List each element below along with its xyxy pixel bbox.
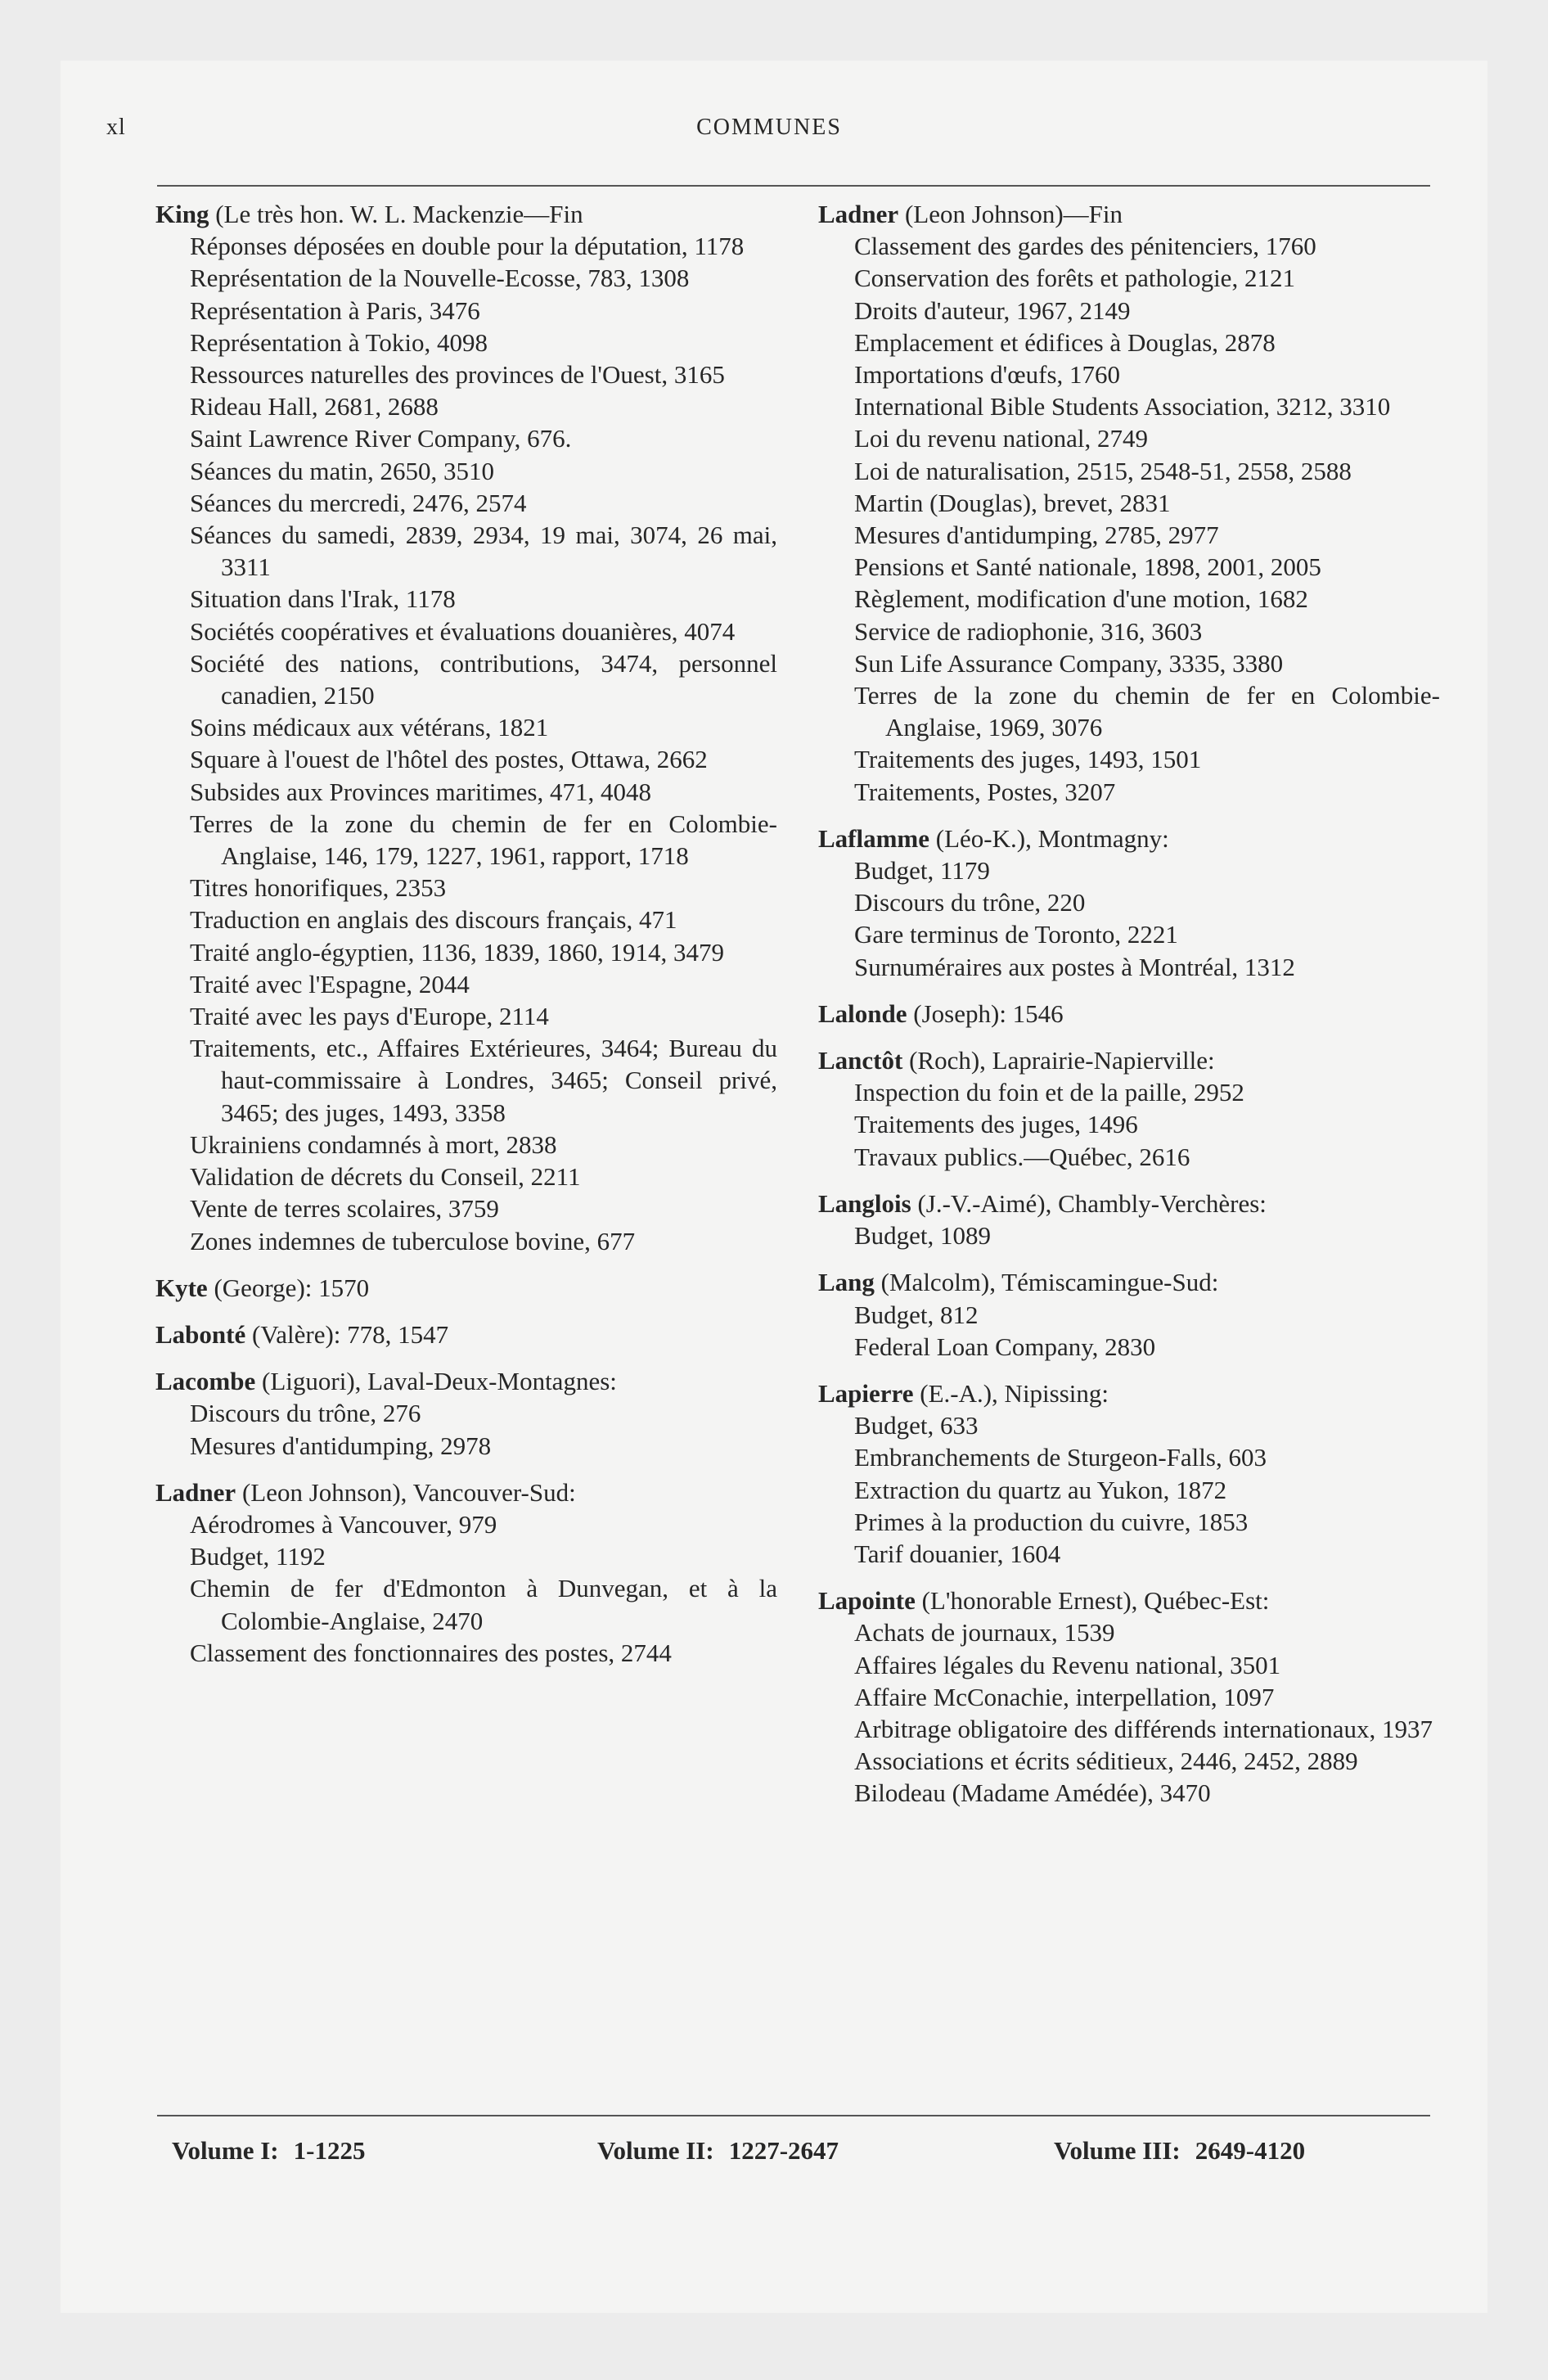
entry-subitem: Subsides aux Provinces maritimes, 471, 4048	[190, 777, 651, 806]
entry-subitem: Représentation à Paris, 3476	[190, 295, 480, 325]
entry-subitem: Classement des fonctionnaires des postes, 2744	[190, 1638, 672, 1667]
entry-name: Laflamme	[818, 823, 930, 853]
index-entry	[818, 198, 1440, 808]
entry-subitem: Traitements des juges, 1496	[854, 1110, 1138, 1139]
entry-name: Ladner	[818, 200, 899, 228]
entry-subitem: Traitements, Postes, 3207	[854, 777, 1116, 806]
entry-subitem: Réponses déposées en double pour la députation, 1178	[190, 232, 745, 261]
entry-subitem: Vente de terres scolaires, 3759	[190, 1194, 499, 1224]
entry-heading	[818, 1584, 1440, 1616]
entry-heading	[818, 1266, 1440, 1298]
entry-subitem: Gare terminus de Toronto, 2221	[854, 920, 1178, 949]
entry-subitem: Emplacement et édifices à Douglas, 2878	[854, 327, 1276, 357]
index-column-right	[818, 198, 1440, 1824]
entry-subitem: Sociétés coopératives et évaluations douanières, 4074	[190, 616, 736, 646]
entry-subitem: Droits d'auteur, 1967, 2149	[854, 295, 1131, 325]
entry-subitem: International Bible Students Association, 3212, 3310	[854, 392, 1391, 421]
volume-label: Volume III:	[1054, 2136, 1181, 2165]
volume-range: 1-1225	[293, 2136, 366, 2165]
index-entry	[155, 1318, 777, 1350]
entry-name: Lapointe	[818, 1586, 916, 1616]
index-entry	[155, 1272, 777, 1304]
entry-name: Ladner	[155, 1477, 236, 1507]
entry-subitem: Surnuméraires aux postes à Montréal, 1312	[854, 952, 1295, 981]
entry-subitem: Rideau Hall, 2681, 2688	[190, 392, 439, 421]
entry-subitem: Traitements, etc., Affaires Extérieures, 3464; Bureau du haut-commissaire à Londres, 3465; Conseil privé, 3465; des juges, 1493, 3358	[190, 1034, 777, 1127]
entry-subitem: Titres honorifiques, 2353	[190, 873, 447, 903]
entry-details: (E.-A.), Nipissing:	[913, 1378, 1109, 1408]
entry-details: (Leon Johnson)—Fin	[898, 200, 1123, 228]
entry-details: (Joseph): 1546	[907, 998, 1064, 1028]
index-entry	[818, 1377, 1440, 1570]
entry-details: (George): 1570	[207, 1273, 370, 1302]
volume-3	[1054, 2136, 1305, 2166]
page-title: COMMUNES	[696, 115, 842, 140]
page-header	[106, 115, 1432, 151]
entry-name: Lapierre	[818, 1378, 914, 1408]
volume-label: Volume II:	[597, 2136, 714, 2165]
entry-subitem: Classement des gardes des pénitenciers, 1760	[854, 232, 1316, 261]
volume-label: Volume I:	[172, 2136, 279, 2165]
entry-subitem: Arbitrage obligatoire des différends internationaux, 1937	[854, 1714, 1433, 1743]
entry-subitem: Primes à la production du cuivre, 1853	[854, 1507, 1249, 1536]
entry-subitem: Budget, 1192	[190, 1542, 326, 1571]
entry-heading	[155, 1318, 777, 1350]
entry-subitem: Situation dans l'Irak, 1178	[190, 584, 456, 614]
index-entry	[818, 998, 1440, 1030]
entry-subitem: Inspection du foin et de la paille, 2952	[854, 1078, 1244, 1107]
entry-subitem: Embranchements de Sturgeon-Falls, 603	[854, 1443, 1267, 1472]
entry-subitem: Importations d'œufs, 1760	[854, 360, 1121, 390]
entry-subitem: Saint Lawrence River Company, 676.	[190, 424, 572, 453]
entry-name: Kyte	[155, 1273, 208, 1302]
entry-heading	[155, 1476, 777, 1508]
entry-details: (J.-V.-Aimé), Chambly-Verchères:	[911, 1188, 1267, 1218]
entry-subitem: Zones indemnes de tuberculose bovine, 677	[190, 1226, 636, 1255]
entry-subitem: Budget, 1179	[854, 856, 990, 886]
index-entry	[818, 1044, 1440, 1173]
footer-rule	[157, 2115, 1430, 2116]
entry-name: Lalonde	[818, 998, 907, 1028]
entry-subitem: Séances du matin, 2650, 3510	[190, 456, 494, 485]
entry-subitem: Terres de la zone du chemin de fer en Colombie-Anglaise, 146, 179, 1227, 1961, rapport, 1718	[190, 809, 777, 871]
entry-subitem: Aérodromes à Vancouver, 979	[190, 1509, 497, 1539]
entry-subitem: Séances du samedi, 2839, 2934, 19 mai, 3074, 26 mai, 3311	[190, 521, 777, 582]
index-entry	[818, 823, 1440, 983]
entry-subitem: Budget, 812	[854, 1300, 979, 1329]
index-entry	[818, 1188, 1440, 1251]
entry-subitem: Validation de décrets du Conseil, 2211	[190, 1162, 581, 1192]
entry-subitem: Budget, 1089	[854, 1221, 992, 1251]
entry-subitem: Règlement, modification d'une motion, 1682	[854, 584, 1308, 614]
entry-subitem: Service de radiophonie, 316, 3603	[854, 616, 1203, 646]
entry-subitem: Chemin de fer d'Edmonton à Dunvegan, et à la Colombie-Anglaise, 2470	[190, 1574, 777, 1635]
entry-name: Lanctôt	[818, 1046, 903, 1075]
entry-name: Lacombe	[155, 1367, 256, 1396]
entry-subitem: Federal Loan Company, 2830	[854, 1332, 1156, 1361]
entry-subitem: Représentation de la Nouvelle-Ecosse, 783, 1308	[190, 264, 690, 293]
entry-subitem: Ressources naturelles des provinces de l'Ouest, 3165	[190, 360, 725, 390]
entry-subitem: Séances du mercredi, 2476, 2574	[190, 488, 527, 517]
index-entry	[818, 1584, 1440, 1809]
entry-heading	[155, 1272, 777, 1304]
volume-range: 1227-2647	[728, 2136, 839, 2165]
entry-subitem: Pensions et Santé nationale, 1898, 2001, 2005	[854, 552, 1321, 582]
entry-subitem: Bilodeau (Madame Amédée), 3470	[854, 1778, 1211, 1808]
entry-heading	[818, 998, 1440, 1030]
entry-details: (Malcolm), Témiscamingue-Sud:	[874, 1268, 1219, 1297]
entry-details: (Valère): 778, 1547	[245, 1319, 449, 1349]
entry-subitem: Martin (Douglas), brevet, 2831	[854, 488, 1171, 517]
entry-subitem: Représentation à Tokio, 4098	[190, 327, 488, 357]
entry-heading	[818, 1044, 1440, 1076]
entry-details: (Léo-K.), Montmagny:	[929, 823, 1169, 853]
entry-subitem: Loi du revenu national, 2749	[854, 424, 1148, 453]
volume-1	[172, 2136, 365, 2166]
entry-heading	[155, 198, 777, 230]
entry-heading	[818, 823, 1440, 854]
entry-subitem: Traité avec les pays d'Europe, 2114	[190, 1002, 549, 1031]
entry-subitem: Mesures d'antidumping, 2785, 2977	[854, 521, 1219, 550]
entry-subitem: Achats de journaux, 1539	[854, 1618, 1115, 1648]
entry-subitem: Budget, 633	[854, 1411, 979, 1440]
volume-range: 2649-4120	[1195, 2136, 1306, 2165]
entry-subitem: Société des nations, contributions, 3474, personnel canadien, 2150	[190, 648, 777, 710]
entry-subitem: Tarif douanier, 1604	[854, 1539, 1061, 1568]
page-number: xl	[106, 115, 126, 140]
entry-subitem: Square à l'ouest de l'hôtel des postes, Ottawa, 2662	[190, 745, 708, 774]
entry-details: (Roch), Laprairie-Napierville:	[902, 1046, 1215, 1075]
entry-subitem: Traité avec l'Espagne, 2044	[190, 969, 470, 998]
entry-subitem: Sun Life Assurance Company, 3335, 3380	[854, 648, 1284, 678]
index-column-left	[155, 198, 777, 1684]
entry-subitem: Ukrainiens condamnés à mort, 2838	[190, 1129, 557, 1159]
entry-name: Langlois	[818, 1188, 911, 1218]
entry-subitem: Affaires légales du Revenu national, 3501	[854, 1650, 1281, 1679]
entry-details: (Le très hon. W. L. Mackenzie—Fin	[209, 200, 583, 228]
entry-heading	[155, 1365, 777, 1397]
entry-subitem: Terres de la zone du chemin de fer en Colombie-Anglaise, 1969, 3076	[854, 681, 1440, 742]
entry-subitem: Affaire McConachie, interpellation, 1097	[854, 1682, 1275, 1711]
index-entry	[818, 1266, 1440, 1363]
entry-name: Labonté	[155, 1319, 246, 1349]
entry-heading	[818, 1377, 1440, 1409]
entry-subitem: Soins médicaux aux vétérans, 1821	[190, 713, 549, 742]
volume-footer	[164, 2136, 1432, 2172]
entry-subitem: Discours du trône, 276	[190, 1399, 421, 1428]
header-rule	[157, 185, 1430, 187]
entry-subitem: Extraction du quartz au Yukon, 1872	[854, 1475, 1227, 1504]
index-entry	[155, 1476, 777, 1669]
entry-subitem: Traité anglo-égyptien, 1136, 1839, 1860, 1914, 3479	[190, 937, 724, 967]
entry-subitem: Conservation des forêts et pathologie, 2121	[854, 264, 1295, 293]
entry-name: Lang	[818, 1268, 875, 1297]
entry-subitem: Associations et écrits séditieux, 2446, 2452, 2889	[854, 1747, 1358, 1776]
entry-subitem: Traduction en anglais des discours français, 471	[190, 905, 677, 935]
entry-details: (L'honorable Ernest), Québec-Est:	[915, 1586, 1270, 1616]
index-entry	[155, 1365, 777, 1462]
entry-subitem: Traitements des juges, 1493, 1501	[854, 745, 1202, 774]
volume-2	[597, 2136, 839, 2166]
entry-name: King	[155, 200, 209, 228]
entry-subitem: Mesures d'antidumping, 2978	[190, 1431, 492, 1460]
entry-heading	[818, 1188, 1440, 1219]
entry-heading	[818, 198, 1440, 230]
entry-subitem: Travaux publics.—Québec, 2616	[854, 1142, 1190, 1171]
entry-details: (Liguori), Laval-Deux-Montagnes:	[255, 1367, 617, 1396]
index-entry	[155, 198, 777, 1257]
entry-details: (Leon Johnson), Vancouver-Sud:	[236, 1477, 576, 1507]
entry-subitem: Discours du trône, 220	[854, 888, 1086, 917]
entry-subitem: Loi de naturalisation, 2515, 2548-51, 2558, 2588	[854, 456, 1352, 485]
